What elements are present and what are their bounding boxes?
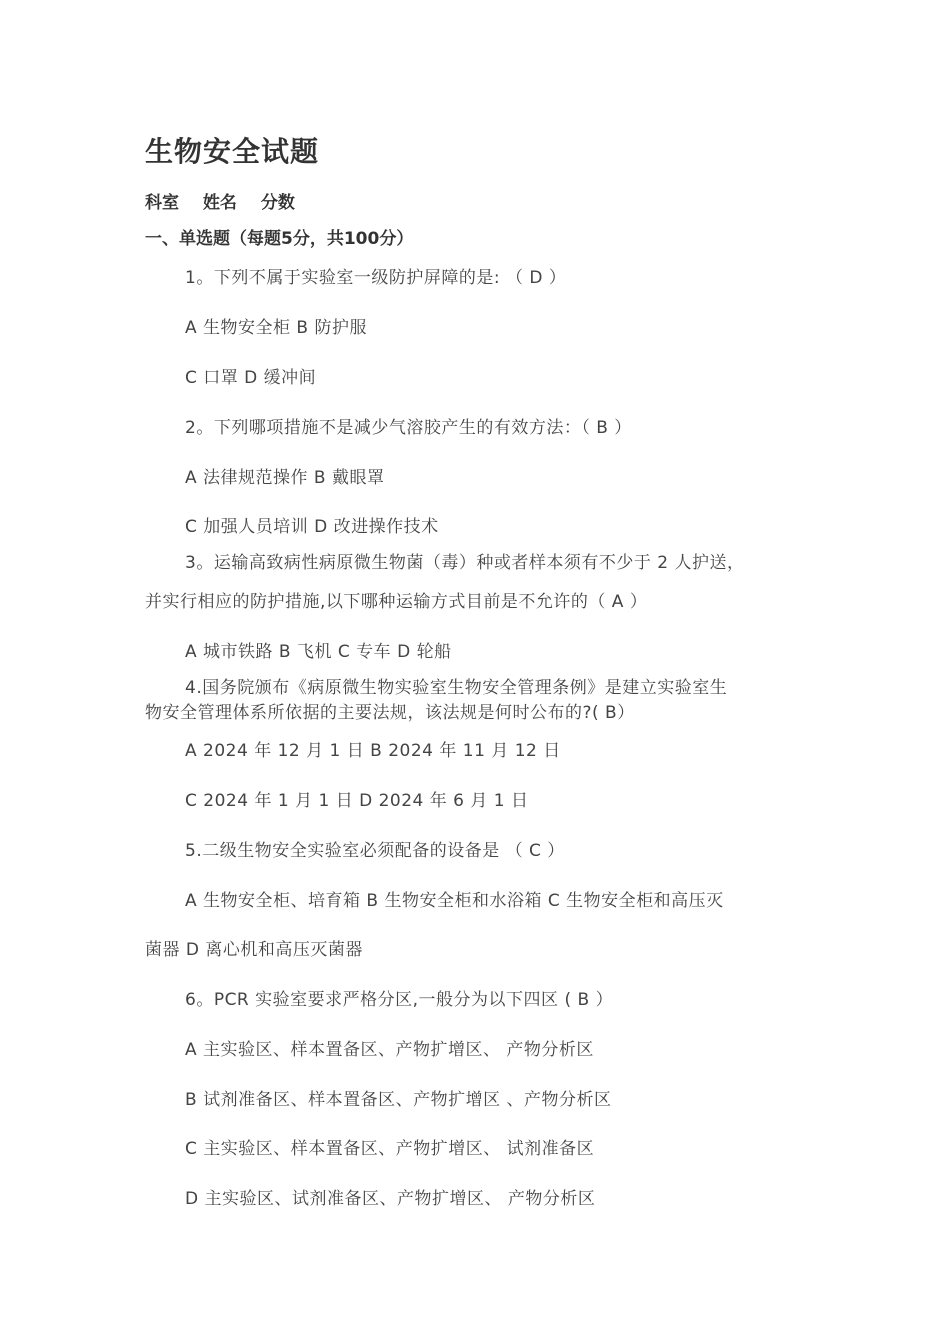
department-label: 科室 [145, 193, 179, 213]
question-3-stem-line-2: 并实行相应的防护措施,以下哪种运输方式目前是不允许的（ A ） [145, 592, 648, 612]
question-6-stem: 6。PCR 实验室要求严格分区,一般分为以下四区 ( B ） [185, 990, 614, 1010]
section-heading: 一、单选题（每题5分，共100分） [145, 229, 414, 249]
question-2-stem: 2。下列哪项措施不是减少气溶胶产生的有效方法：（ B ） [185, 418, 632, 438]
question-6-option-d: D 主实验区、试剂准备区、产物扩增区、 产物分析区 [185, 1189, 596, 1209]
question-4-stem-line-2: 物安全管理体系所依据的主要法规，该法规是何时公布的?( B） [145, 703, 635, 723]
header-fields [145, 188, 313, 213]
question-5-options-line-2: 菌器 D 离心机和高压灭菌器 [145, 940, 363, 960]
question-2-options-a-b: A 法律规范操作 B 戴眼罩 [185, 468, 385, 488]
question-4-stem-line-1: 4.国务院颁布《病原微生物实验室生物安全管理条例》是建立实验室生 [185, 678, 728, 698]
question-1-options-a-b: A 生物安全柜 B 防护服 [185, 318, 368, 338]
document-title: 生物安全试题 [145, 135, 320, 168]
question-4-options-c-d: C 2024 年 1 月 1 日 D 2024 年 6 月 1 日 [185, 791, 529, 811]
question-6-option-a: A 主实验区、样本置备区、产物扩增区、 产物分析区 [185, 1040, 594, 1060]
question-6-option-b: B 试剂准备区、样本置备区、产物扩增区 、产物分析区 [185, 1090, 612, 1110]
score-label: 分数 [260, 193, 295, 213]
question-6-option-c: C 主实验区、样本置备区、产物扩增区、 试剂准备区 [185, 1139, 595, 1159]
question-1-stem: 1。下列不属于实验室一级防护屏障的是: （ D ） [185, 268, 567, 288]
question-2-options-c-d: C 加强人员培训 D 改进操作技术 [185, 517, 439, 537]
question-3-options: A 城市铁路 B 飞机 C 专车 D 轮船 [185, 642, 452, 662]
question-3-stem-line-1: 3。运输高致病性病原微生物菌（毒）种或者样本须有不少于 2 人护送， [185, 553, 745, 573]
question-1-options-c-d: C 口罩 D 缓冲间 [185, 368, 317, 388]
question-5-stem: 5.二级生物安全实验室必须配备的设备是 （ C ） [185, 841, 565, 861]
question-5-options-line-1: A 生物安全柜、培育箱 B 生物安全柜和水浴箱 C 生物安全柜和高压灭 [185, 891, 724, 911]
question-4-options-a-b: A 2024 年 12 月 1 日 B 2024 年 11 月 12 日 [185, 741, 561, 761]
name-label: 姓名 [202, 193, 237, 213]
